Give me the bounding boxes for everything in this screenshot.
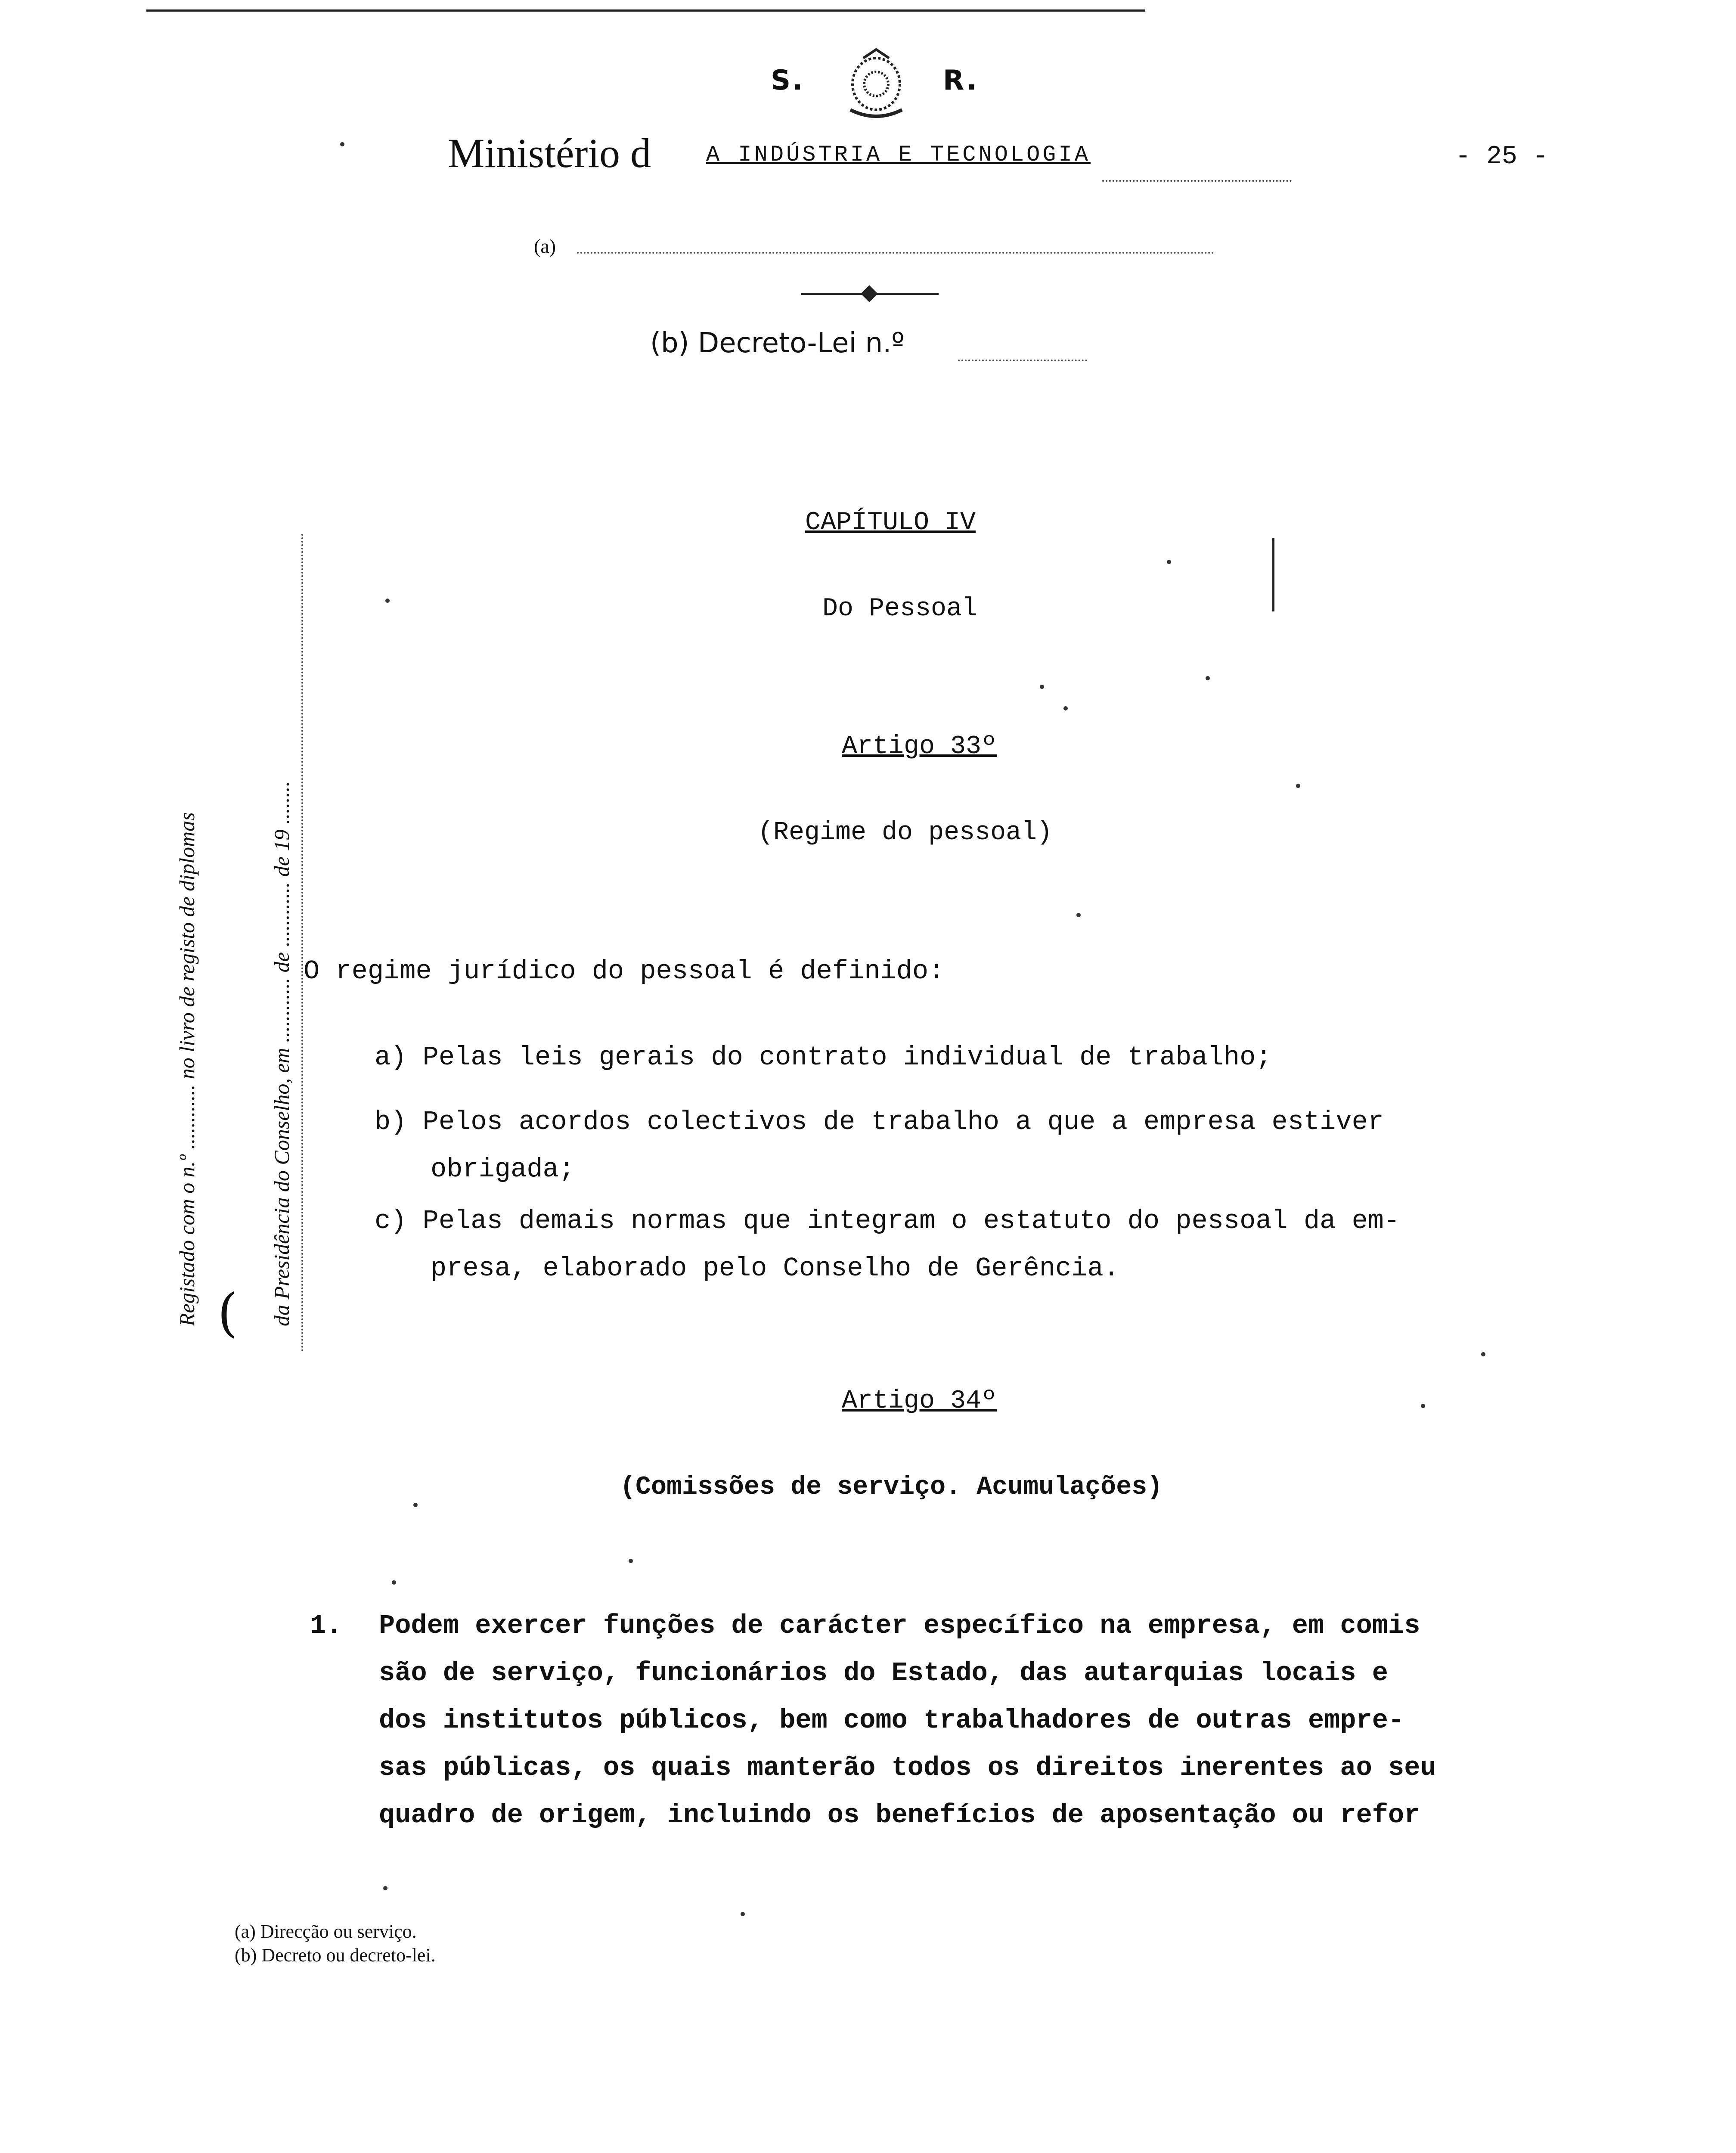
article-34-line-3: dos institutos públicos, bem como trabalhadores de outras empre- (379, 1705, 1404, 1736)
article-33-item-c: c) Pelas demais normas que integram o estatuto do pessoal da em- (375, 1206, 1400, 1236)
scan-speck (1076, 913, 1081, 917)
ministry-dotted-line (1102, 180, 1292, 182)
margin-dotted-line (301, 534, 303, 1352)
decree-dotted-line (958, 360, 1087, 361)
ministry-prefix: Ministério d (448, 130, 651, 176)
scan-speck (629, 1559, 633, 1563)
scan-speck (385, 599, 390, 603)
scan-speck (1167, 560, 1171, 564)
footnote-b: (b) Decreto ou decreto-lei. (235, 1945, 436, 1966)
article-34-line-5: quadro de origem, incluindo os benefícios de aposentação ou refor (379, 1800, 1420, 1830)
direction-marker: (a) (534, 235, 556, 257)
scan-speck (1296, 784, 1300, 788)
ministry-name: A INDÚSTRIA E TECNOLOGIA (706, 142, 1091, 168)
article-34-line-2: são de serviço, funcionários do Estado, das autarquias locais e (379, 1658, 1388, 1688)
article-34-line-4: sas públicas, os quais manterão todos os direitos inerentes ao seu (379, 1753, 1436, 1783)
article-33-item-b-cont: obrigada; (431, 1154, 575, 1185)
registry-margin-line-2: da Presidência do Conselho, em ............ de ............ de 19 ........ (270, 781, 294, 1326)
top-border-line (146, 9, 1145, 12)
scan-speck (741, 1912, 745, 1916)
article-33-item-a: a) Pelas leis gerais do contrato individual de trabalho; (375, 1042, 1272, 1073)
footnote-a: (a) Direcção ou serviço. (235, 1921, 417, 1942)
coat-of-arms-emblem-icon (833, 47, 919, 121)
article-34-title: Artigo 34º (842, 1387, 997, 1416)
header-right-letter: R. (943, 65, 979, 96)
article-33-title: Artigo 33º (842, 732, 997, 761)
article-34-paragraph-number: 1. (310, 1610, 342, 1641)
scan-speck (1481, 1352, 1485, 1356)
margin-vertical-bar (1272, 538, 1274, 611)
registry-margin-line-1: Registado com o n.º ............ no livro de registo de diplomas (175, 812, 199, 1326)
chapter-title: CAPÍTULO IV (805, 508, 976, 537)
margin-bracket: ( (217, 1283, 238, 1343)
scan-speck (1421, 1404, 1425, 1408)
article-33-item-c-cont: presa, elaborado pelo Conselho de Gerência. (431, 1253, 1119, 1284)
article-33-subtitle: (Regime do pessoal) (758, 818, 1053, 847)
article-33-item-b: b) Pelos acordos colectivos de trabalho a que a empresa estiver (375, 1107, 1384, 1137)
scan-speck (1063, 706, 1068, 710)
page-number: - 25 - (1455, 142, 1549, 171)
decree-label: (b) Decreto-Lei n.º (650, 327, 905, 359)
scan-speck (1040, 685, 1044, 689)
header-left-letter: S. (771, 65, 805, 96)
scan-speck (340, 142, 344, 146)
direction-dotted-line (577, 252, 1214, 254)
divider-ornament-icon (861, 285, 878, 302)
scan-speck (413, 1503, 418, 1507)
section-title: Do Pessoal (822, 594, 978, 624)
article-34-subtitle: (Comissões de serviço. Acumulações) (620, 1473, 1163, 1502)
article-33-intro: O regime jurídico do pessoal é definido: (304, 956, 945, 987)
article-34-line-1: Podem exercer funções de carácter específico na empresa, em comis (379, 1610, 1420, 1641)
scan-speck (1206, 676, 1210, 680)
scan-speck (392, 1580, 396, 1585)
scan-speck (383, 1886, 388, 1890)
